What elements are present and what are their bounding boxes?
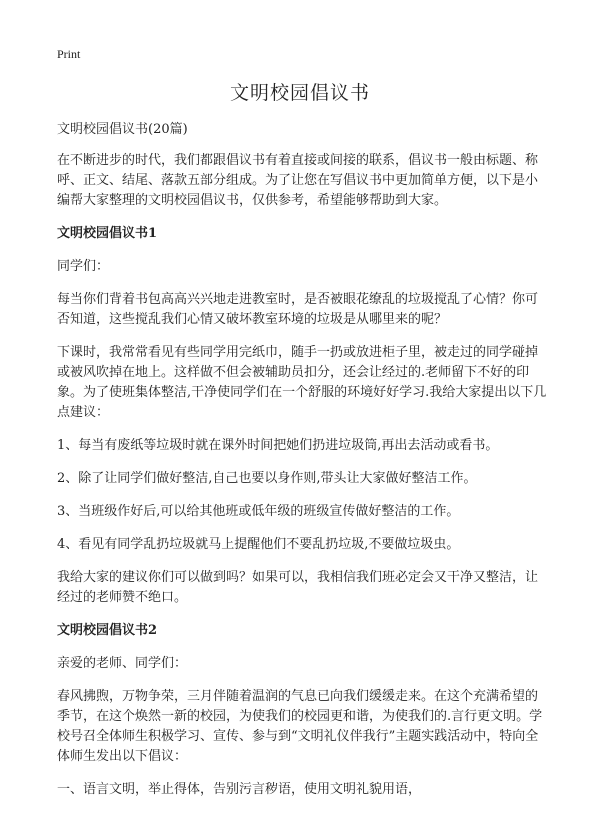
section-1-heading: 文明校园倡议书1 [57,226,158,241]
section-1-closing: 我给大家的建议你们可以做到吗？如果可以，我相信我们班必定会又干净又整洁，让经过的老师赞不绝口。 [57,570,539,605]
intro-paragraph: 在不断进步的时代，我们都跟倡议书有着直接或间接的联系，倡议书一般由标题、称呼、正文、结尾、落款五部分组成。为了让您在写倡议书中更加简单方便，以下是小编帮大家整理的文明校园倡议书，仅供参考，希望能够帮助到大家。 [57,153,539,208]
print-link[interactable]: Print [57,47,81,61]
document-body [57,120,547,813]
section-2-list-item-1: 一、语言文明，举止得体，告别污言秽语，使用文明礼貌用语， [57,782,422,797]
section-1-paragraph-1: 每当你们背着书包高高兴兴地走进教室时，是否被眼花缭乱的垃圾搅乱了心情？你可否知道，这些搅乱我们心情又破坏教室环境的垃圾是从哪里来的呢？ [57,292,539,327]
section-1-list-item-2: 2、除了让同学们做好整洁,自己也要以身作则,带头让大家做好整洁工作。 [57,471,477,486]
section-2-paragraph-1: 春风拂煦，万物争荣，三月伴随着温润的气息已向我们缓缓走来。在这个充满希望的季节，在这个焕然一新的校园，为使我们的校园更和谐，为使我们的.言行更文明。学校号召全体师生积极学习、宣传、参与到“文明礼仪伴我行”主题实践活动中，特向全体师生发出以下倡议： [57,689,543,764]
section-2-heading: 文明校园倡议书2 [57,623,158,638]
page-title: 文明校园倡议书 [229,82,370,104]
document-subtitle: 文明校园倡议书(20篇) [57,122,188,137]
section-1-paragraph-2: 下课时，我常常看见有些同学用完纸巾，随手一扔或放进柜子里，被走过的同学碰掉或被风吹掉在地上。这样做不但会被辅助员扣分，还会让经过的.老师留下不好的印象。为了使班集体整洁,干净使同学们在一个舒服的环境好好学习.我给大家提出以下几点建议： [57,345,547,420]
section-1-list-item-4: 4、看见有同学乱扔垃圾就马上提醒他们不要乱扔垃圾,不要做垃圾虫。 [57,537,460,552]
section-1-list-item-3: 3、当班级作好后,可以给其他班或低年级的班级宣传做好整洁的工作。 [57,504,460,519]
section-1-list-item-1: 1、每当有废纸等垃圾时就在课外时间把她们扔进垃圾筒,再出去活动或看书。 [57,438,499,453]
section-1-greeting: 同学们： [57,259,110,274]
section-2-greeting: 亲爱的老师、同学们： [57,656,188,671]
